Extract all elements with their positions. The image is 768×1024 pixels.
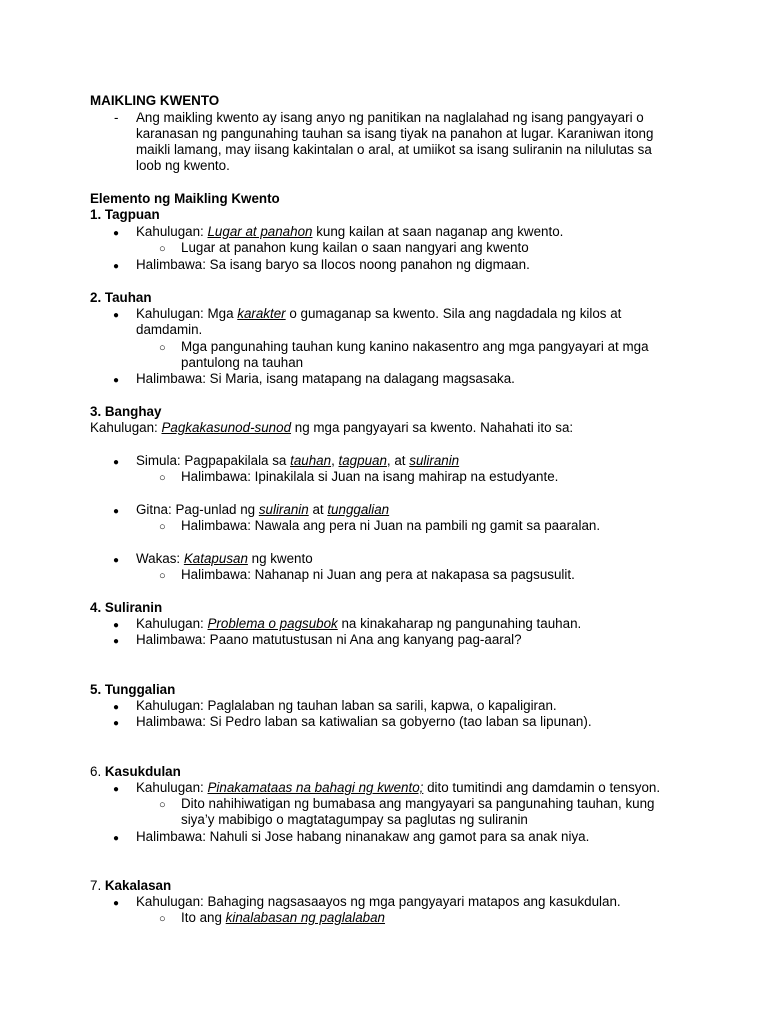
sub-bullet-icon: ○ bbox=[159, 521, 166, 533]
suliranin-example: Halimbawa: Paano matutustusan ni Ana ang kanyang pag-aaral? bbox=[136, 632, 522, 647]
banghay-wakas-example: Halimbawa: Nahanap ni Juan ang pera at nakapasa sa pagsusulit. bbox=[181, 567, 575, 582]
bullet-icon: ● bbox=[113, 636, 120, 647]
kakalasan-definition: Kahulugan: Bahaging nagsasaayos ng mga pangyayari matapos ang kasukdulan. bbox=[136, 894, 621, 909]
banghay-simula-example: Halimbawa: Ipinakilala si Juan na isang mahirap na estudyante. bbox=[181, 469, 559, 484]
tauhan-example: Halimbawa: Si Maria, isang matapang na dalagang magsasaka. bbox=[136, 371, 515, 386]
tauhan-heading: 2. Tauhan bbox=[90, 290, 152, 305]
sub-bullet-icon: ○ bbox=[159, 243, 166, 255]
bullet-icon: ● bbox=[113, 375, 120, 386]
tunggalian-example: Halimbawa: Si Pedro laban sa katiwalian sa gobyerno (tao laban sa lipunan). bbox=[136, 714, 592, 729]
kasukdulan-definition: Kahulugan: Pinakamataas na bahagi ng kwento; dito tumitindi ang damdamin o tensyon. bbox=[136, 780, 661, 795]
banghay-gitna: Gitna: Pag-unlad ng suliranin at tunggalian bbox=[136, 502, 390, 517]
bullet-icon: ● bbox=[113, 506, 120, 517]
kasukdulan-heading: 6. Kasukdulan bbox=[90, 764, 181, 779]
bullet-icon: ● bbox=[113, 784, 120, 795]
sub-bullet-icon: ○ bbox=[159, 570, 166, 582]
intro-line-4: loob ng kwento. bbox=[136, 158, 230, 173]
tagpuan-definition: Kahulugan: Lugar at panahon kung kailan at saan naganap ang kwento. bbox=[136, 224, 564, 239]
tauhan-sub-line-2: pantulong na tauhan bbox=[181, 355, 304, 370]
tagpuan-sub: Lugar at panahon kung kailan o saan nangyari ang kwento bbox=[181, 240, 529, 255]
kakalasan-heading: 7. Kakalasan bbox=[90, 878, 172, 893]
bullet-icon: ● bbox=[113, 555, 120, 566]
kasukdulan-sub-line-1: Dito nahihiwatigan ng bumabasa ang mangyayari sa pangunahing tauhan, kung bbox=[181, 796, 655, 811]
tagpuan-heading: 1. Tagpuan bbox=[90, 207, 160, 222]
tauhan-definition: Kahulugan: Mga karakter o gumaganap sa kwento. Sila ang nagdadala ng kilos at bbox=[136, 306, 622, 321]
tunggalian-heading: 5. Tunggalian bbox=[90, 682, 176, 697]
bullet-icon: ● bbox=[113, 620, 120, 631]
sub-bullet-icon: ○ bbox=[159, 799, 166, 811]
suliranin-definition: Kahulugan: Problema o pagsubok na kinakaharap ng pangunahing tauhan. bbox=[136, 616, 582, 631]
suliranin-heading: 4. Suliranin bbox=[90, 600, 163, 615]
intro-line-1: Ang maikling kwento ay isang anyo ng panitikan na naglalahad ng isang pangyayari o bbox=[136, 110, 644, 125]
bullet-icon: ● bbox=[113, 718, 120, 729]
sub-bullet-icon: ○ bbox=[159, 913, 166, 925]
bullet-icon: ● bbox=[113, 702, 120, 713]
kasukdulan-sub-line-2: siya’y mabibigo o magtatagumpay sa paglutas ng suliranin bbox=[181, 812, 528, 827]
tagpuan-example: Halimbawa: Sa isang baryo sa Ilocos noong panahon ng digmaan. bbox=[136, 257, 530, 272]
sub-bullet-icon: ○ bbox=[159, 342, 166, 354]
banghay-simula: Simula: Pagpapakilala sa tauhan, tagpuan, at suliranin bbox=[136, 453, 460, 468]
banghay-definition: Kahulugan: Pagkakasunod-sunod ng mga pangyayari sa kwento. Nahahati ito sa: bbox=[90, 420, 574, 435]
bullet-icon: ● bbox=[113, 457, 120, 468]
elements-heading: Elemento ng Maikling Kwento bbox=[90, 191, 280, 206]
banghay-gitna-example: Halimbawa: Nawala ang pera ni Juan na pambili ng gamit sa paaralan. bbox=[181, 518, 601, 533]
intro-dash: - bbox=[114, 110, 119, 125]
intro-line-2: karanasan ng pangunahing tauhan sa isang tiyak na panahon at lugar. Karaniwan itong bbox=[136, 126, 654, 141]
tunggalian-definition: Kahulugan: Paglalaban ng tauhan laban sa sarili, kapwa, o kapaligiran. bbox=[136, 698, 557, 713]
kasukdulan-example: Halimbawa: Nahuli si Jose habang ninanakaw ang gamot para sa anak niya. bbox=[136, 829, 590, 844]
bullet-icon: ● bbox=[113, 261, 120, 272]
kakalasan-sub: Ito ang kinalabasan ng paglalaban bbox=[181, 910, 386, 925]
banghay-heading: 3. Banghay bbox=[90, 404, 162, 419]
tauhan-definition-line-2: damdamin. bbox=[136, 322, 203, 337]
sub-bullet-icon: ○ bbox=[159, 472, 166, 484]
bullet-icon: ● bbox=[113, 310, 120, 321]
banghay-wakas: Wakas: Katapusan ng kwento bbox=[136, 551, 313, 566]
bullet-icon: ● bbox=[113, 833, 120, 844]
bullet-icon: ● bbox=[113, 898, 120, 909]
tauhan-sub-line-1: Mga pangunahing tauhan kung kanino nakasentro ang mga pangyayari at mga bbox=[181, 339, 649, 354]
bullet-icon: ● bbox=[113, 228, 120, 239]
intro-line-3: maikli lamang, may iisang kakintalan o aral, at umiikot sa isang suliranin na nilulutas sa bbox=[136, 142, 652, 157]
document-title: MAIKLING KWENTO bbox=[90, 93, 220, 108]
